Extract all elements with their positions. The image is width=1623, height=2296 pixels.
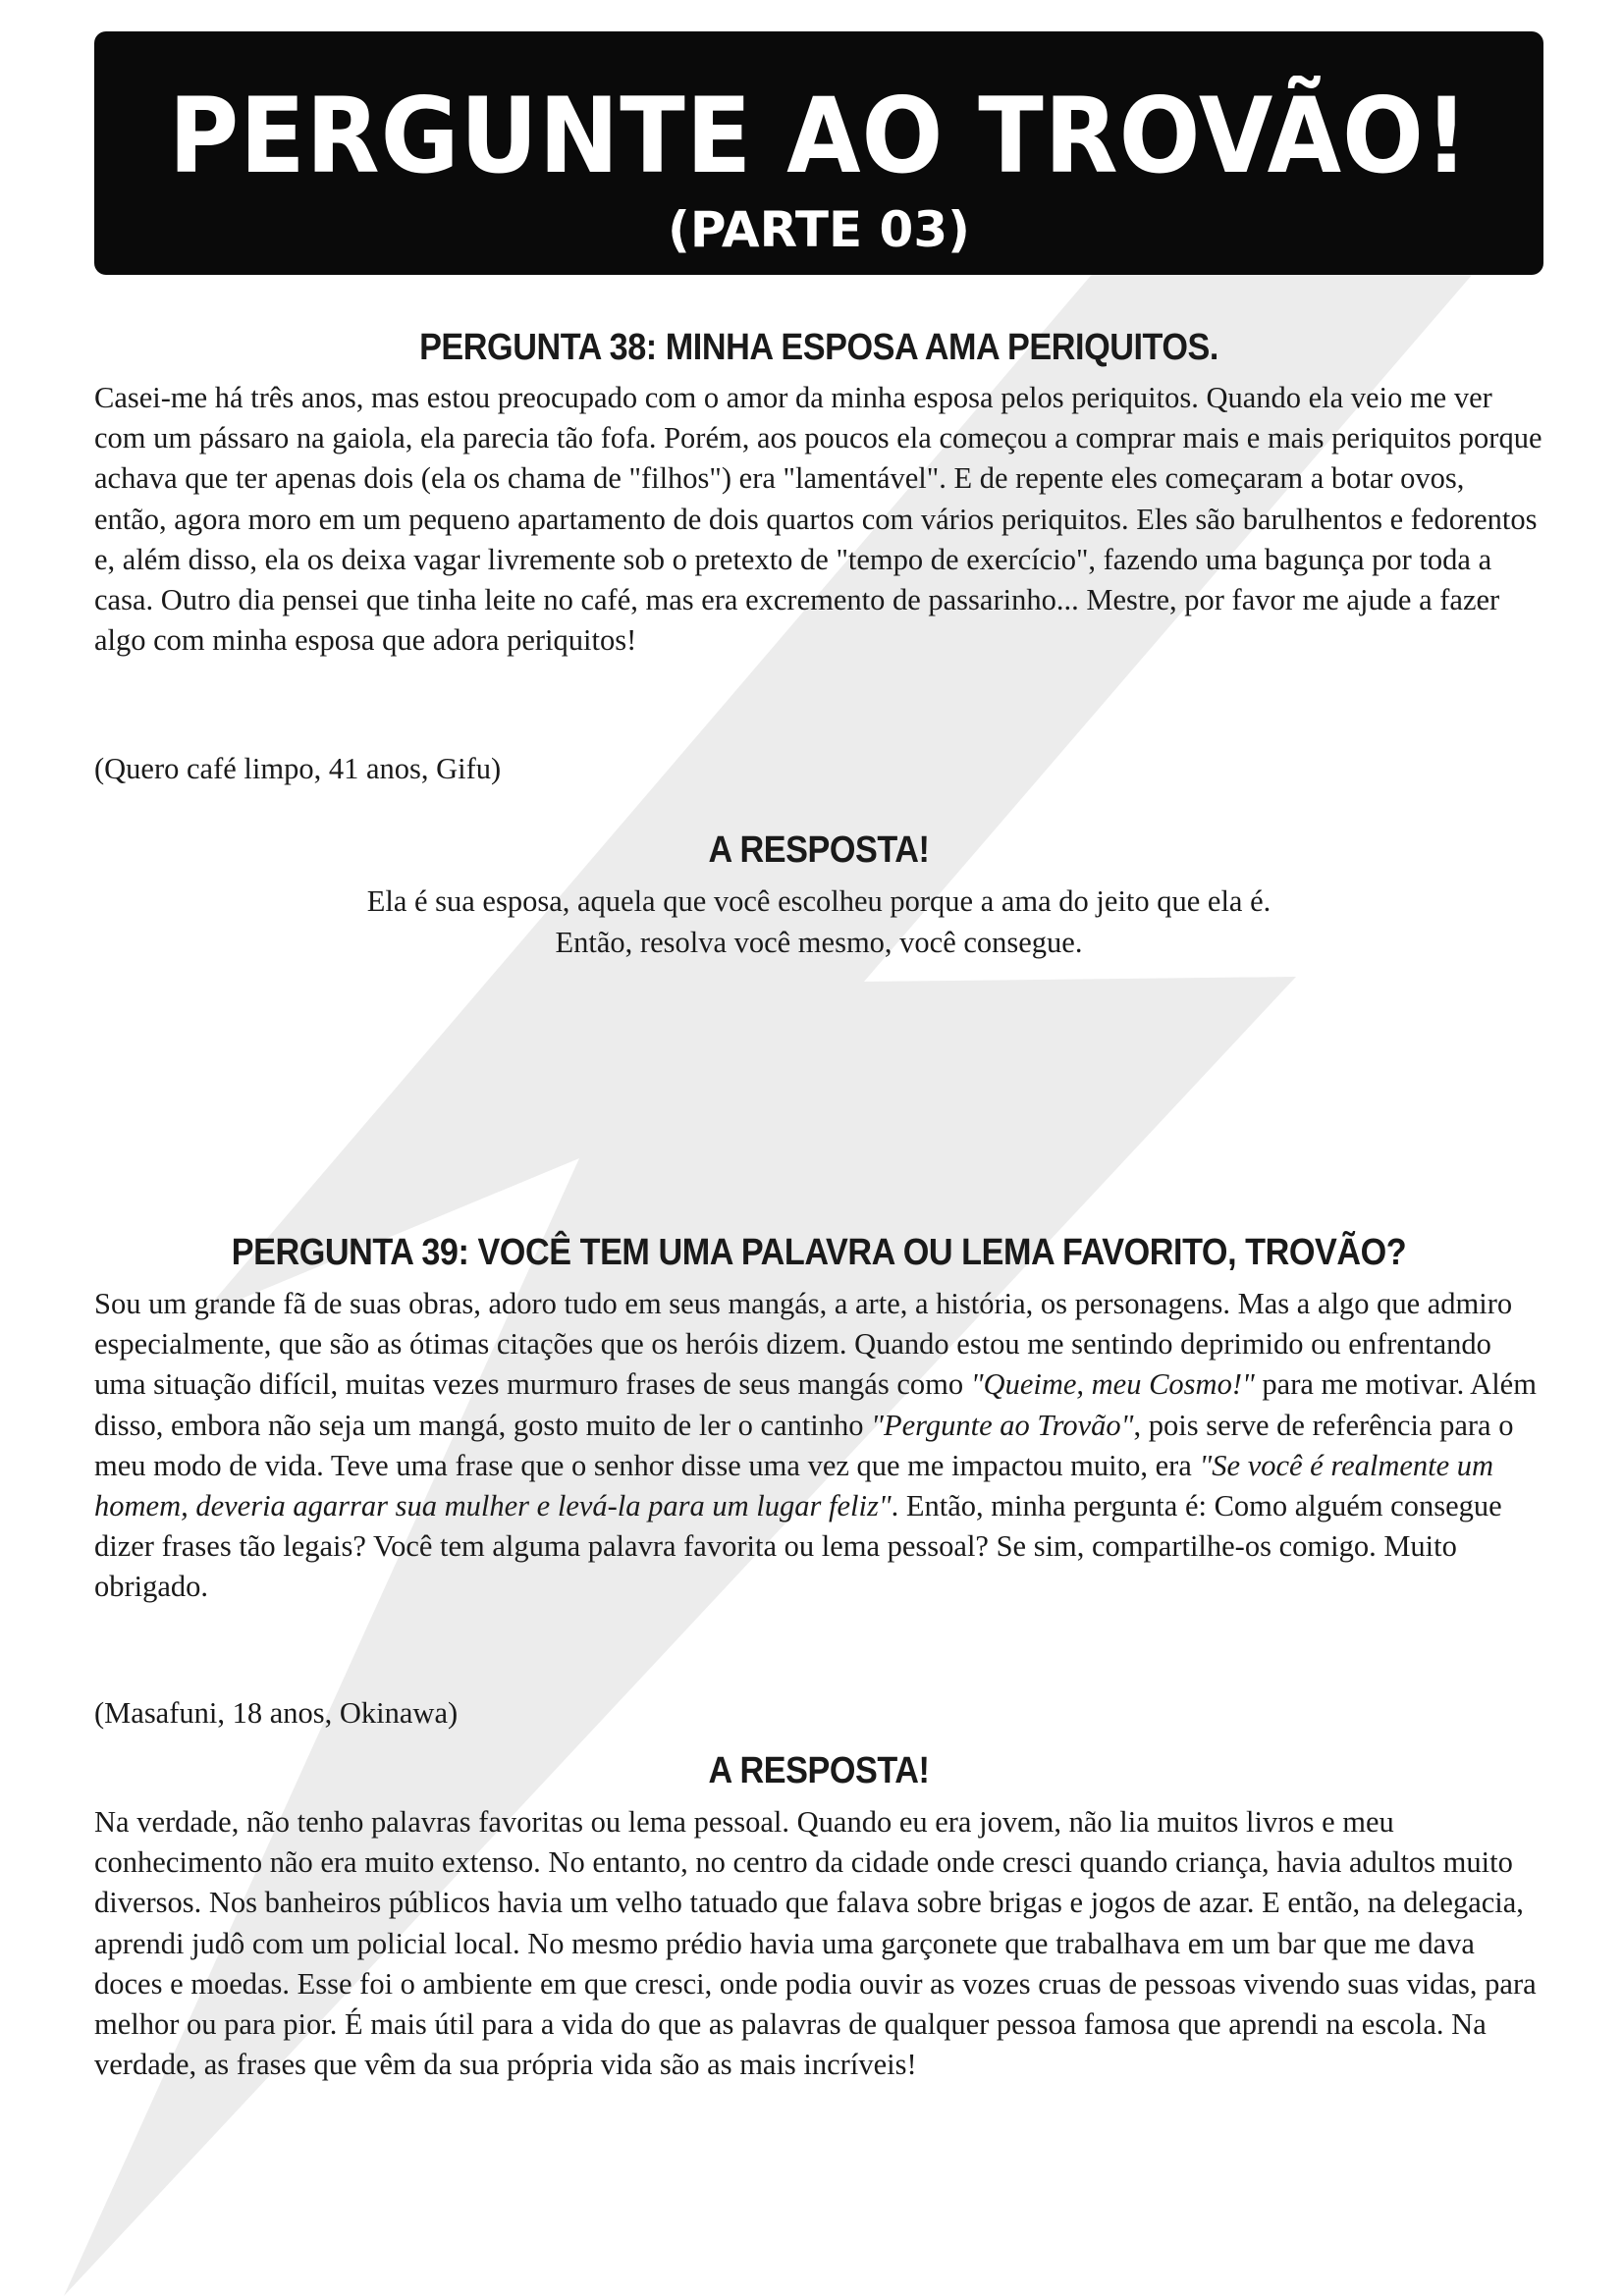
question-39-signature: (Masafuni, 18 anos, Okinawa): [94, 1696, 459, 1730]
question-39-text-3: , pois serve de referência para o meu modo de vida. Teve uma frase que o senhor disse uma vez que me impactou muito, era: [94, 1408, 1514, 1482]
question-39-text-1: Sou um grande fã de suas obras, adoro tudo em seus mangás, a arte, a história, os personagens. Mas a algo que admiro especialmente, que são as ótimas citações que os heróis dizem. Quando estou me sentindo deprimido ou enfrentando uma situação difícil, muitas vezes murmuro frases de seus mangás como: [94, 1287, 1513, 1402]
answer-38-line-2: Então, resolva você mesmo, você consegue.: [555, 926, 1083, 959]
answer-39-body: Na verdade, não tenho palavras favoritas ou lema pessoal. Quando eu era jovem, não lia muitos livros e meu conhecimento não era muito extenso. No entanto, no centro da cidade onde cresci quando criança, havia adultos muito diversos. Nos banheiros públicos havia um velho tatuado que falava sobre brigas e jogos de azar. E então, na delegacia, aprendi judô com um policial local. No mesmo prédio havia uma garçonete que trabalhava em um bar que me dava doces e moedas. Esse foi o ambiente em que cresci, onde podia ouvir as vozes cruas de pessoas vivendo suas vidas, para melhor ou para pior. É mais útil para a vida do que as palavras de qualquer pessoa famosa que aprendi na escola. Na verdade, as frases que vêm da sua própria vida são as mais incríveis!: [94, 1805, 1537, 2082]
question-39-text-2: para me motivar. Além disso, embora não seja um mangá, gosto muito de ler o cantinho: [94, 1367, 1537, 1442]
question-38-signature: (Quero café limpo, 41 anos, Gifu): [94, 752, 502, 785]
quote-homem: "Se você é realmente um homem, deveria agarrar sua mulher e levá-la para um lugar feliz": [94, 1448, 1494, 1523]
question-39-heading: PERGUNTA 39: VOCÊ TEM UMA PALAVRA OU LEMA FAVORITO, TROVÃO?: [231, 1232, 1407, 1273]
question-39-body: [94, 1284, 1543, 1608]
answer-39-heading: A RESPOSTA!: [708, 1750, 930, 1791]
page-subtitle: (PARTE 03): [668, 201, 970, 258]
quote-pergunte-trovao: "Pergunte ao Trovão": [871, 1408, 1134, 1442]
question-38-body: Casei-me há três anos, mas estou preocupado com o amor da minha esposa pelos periquitos. Quando ela veio me ver com um pássaro na gaiola, ela parecia tão fofa. Porém, aos poucos ela começou a comprar mais e mais periquitos porque achava que ter apenas dois (ela os chama de "filhos") era "lamentável". E de repente eles começaram a botar ovos, então, agora moro em um pequeno apartamento de dois quartos com vários periquitos. Eles são barulhentos e fedorentos e, além disso, ela os deixa vagar livremente sob o pretexto de "tempo de exercício", fazendo uma bagunça por toda a casa. Outro dia pensei que tinha leite no café, mas era excremento de passarinho... Mestre, por favor me ajude a fazer algo com minha esposa que adora periquitos!: [94, 381, 1542, 658]
answer-38-heading: A RESPOSTA!: [708, 829, 930, 871]
page-title: PERGUNTE AO TROVÃO!: [168, 76, 1470, 196]
question-39-text-4: . Então, minha pergunta é: Como alguém consegue dizer frases tão legais? Você tem alguma palavra favorita ou lema pessoal? Se sim, compartilhe-os comigo. Muito obrigado.: [94, 1489, 1502, 1604]
quote-queime-cosmo: "Queime, meu Cosmo!": [970, 1367, 1255, 1402]
question-38-heading: PERGUNTA 38: MINHA ESPOSA AMA PERIQUITOS.: [419, 327, 1218, 368]
answer-38-line-1: Ela é sua esposa, aquela que você escolheu porque a ama do jeito que ela é.: [366, 884, 1271, 918]
title-banner: [94, 31, 1543, 275]
